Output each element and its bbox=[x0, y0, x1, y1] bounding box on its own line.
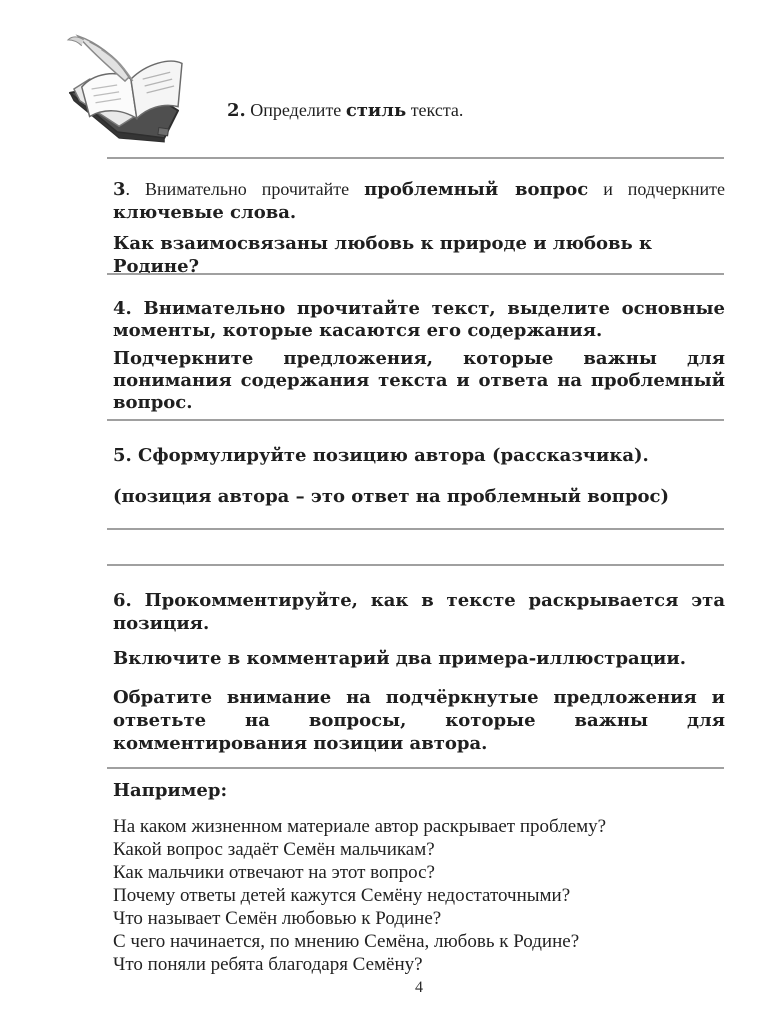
task-6-paragraph: 6. Прокомментируйте, как в тексте раскрывается эта позиция. bbox=[113, 590, 725, 634]
task-5-hint: (позиция автора – это ответ на проблемный вопрос) bbox=[113, 486, 670, 507]
divider-1 bbox=[107, 157, 724, 159]
task-2-number: 2. bbox=[227, 100, 246, 121]
example-question: На каком жизненном материале автор раскрывает проблему? bbox=[113, 816, 607, 837]
task-6-note-2: Обратите внимание на подчёркнутые предложения и ответьте на вопросы, которые важны для комментирования позиции автора. bbox=[113, 687, 725, 754]
example-question: Что называет Семён любовью к Родине? bbox=[113, 908, 442, 929]
answer-line-2 bbox=[107, 564, 724, 566]
task-3-paragraph bbox=[113, 178, 725, 224]
task-2-text: Определите bbox=[245, 100, 346, 120]
divider-2 bbox=[107, 273, 724, 275]
problem-question: Как взаимосвязаны любовь к природе и любовь к Родине? bbox=[113, 233, 652, 277]
task-3-emphasis-2: ключевые слова. bbox=[113, 202, 297, 223]
open-book-icon bbox=[60, 30, 188, 143]
example-question: Какой вопрос задаёт Семён мальчикам? bbox=[113, 839, 435, 860]
divider-3 bbox=[107, 419, 724, 421]
example-label: Например: bbox=[113, 780, 228, 801]
task-2-line bbox=[227, 98, 463, 123]
example-questions-list bbox=[113, 815, 725, 976]
task-4-paragraph: 4. Внимательно прочитайте текст, выделите основные моменты, которые касаются его содержания. bbox=[113, 298, 725, 341]
task-3-text-1: . Внимательно прочитайте bbox=[125, 179, 365, 199]
task-2-emphasis: стиль bbox=[345, 100, 407, 121]
example-question: С чего начинается, по мнению Семёна, любовь к Родине? bbox=[113, 931, 580, 952]
task-3-text-2: и подчеркните bbox=[588, 179, 725, 199]
task-3-number: 3 bbox=[113, 179, 126, 200]
task-6-note-1: Включите в комментарий два примера-иллюстрации. bbox=[113, 648, 686, 669]
example-question: Как мальчики отвечают на этот вопрос? bbox=[113, 862, 435, 883]
example-question: Почему ответы детей кажутся Семёну недостаточными? bbox=[113, 885, 571, 906]
page-number: 4 bbox=[415, 979, 423, 996]
example-question: Что поняли ребята благодаря Семёну? bbox=[113, 954, 423, 975]
task-3-emphasis-1: проблемный вопрос bbox=[364, 179, 589, 200]
task-5-paragraph: 5. Сформулируйте позицию автора (рассказчика). bbox=[113, 445, 649, 466]
task-2-tail: текста. bbox=[406, 100, 464, 120]
divider-4 bbox=[107, 767, 724, 769]
answer-line-1 bbox=[107, 528, 724, 530]
task-4-note: Подчеркните предложения, которые важны для понимания содержания текста и ответа на проблемный вопрос. bbox=[113, 348, 725, 413]
